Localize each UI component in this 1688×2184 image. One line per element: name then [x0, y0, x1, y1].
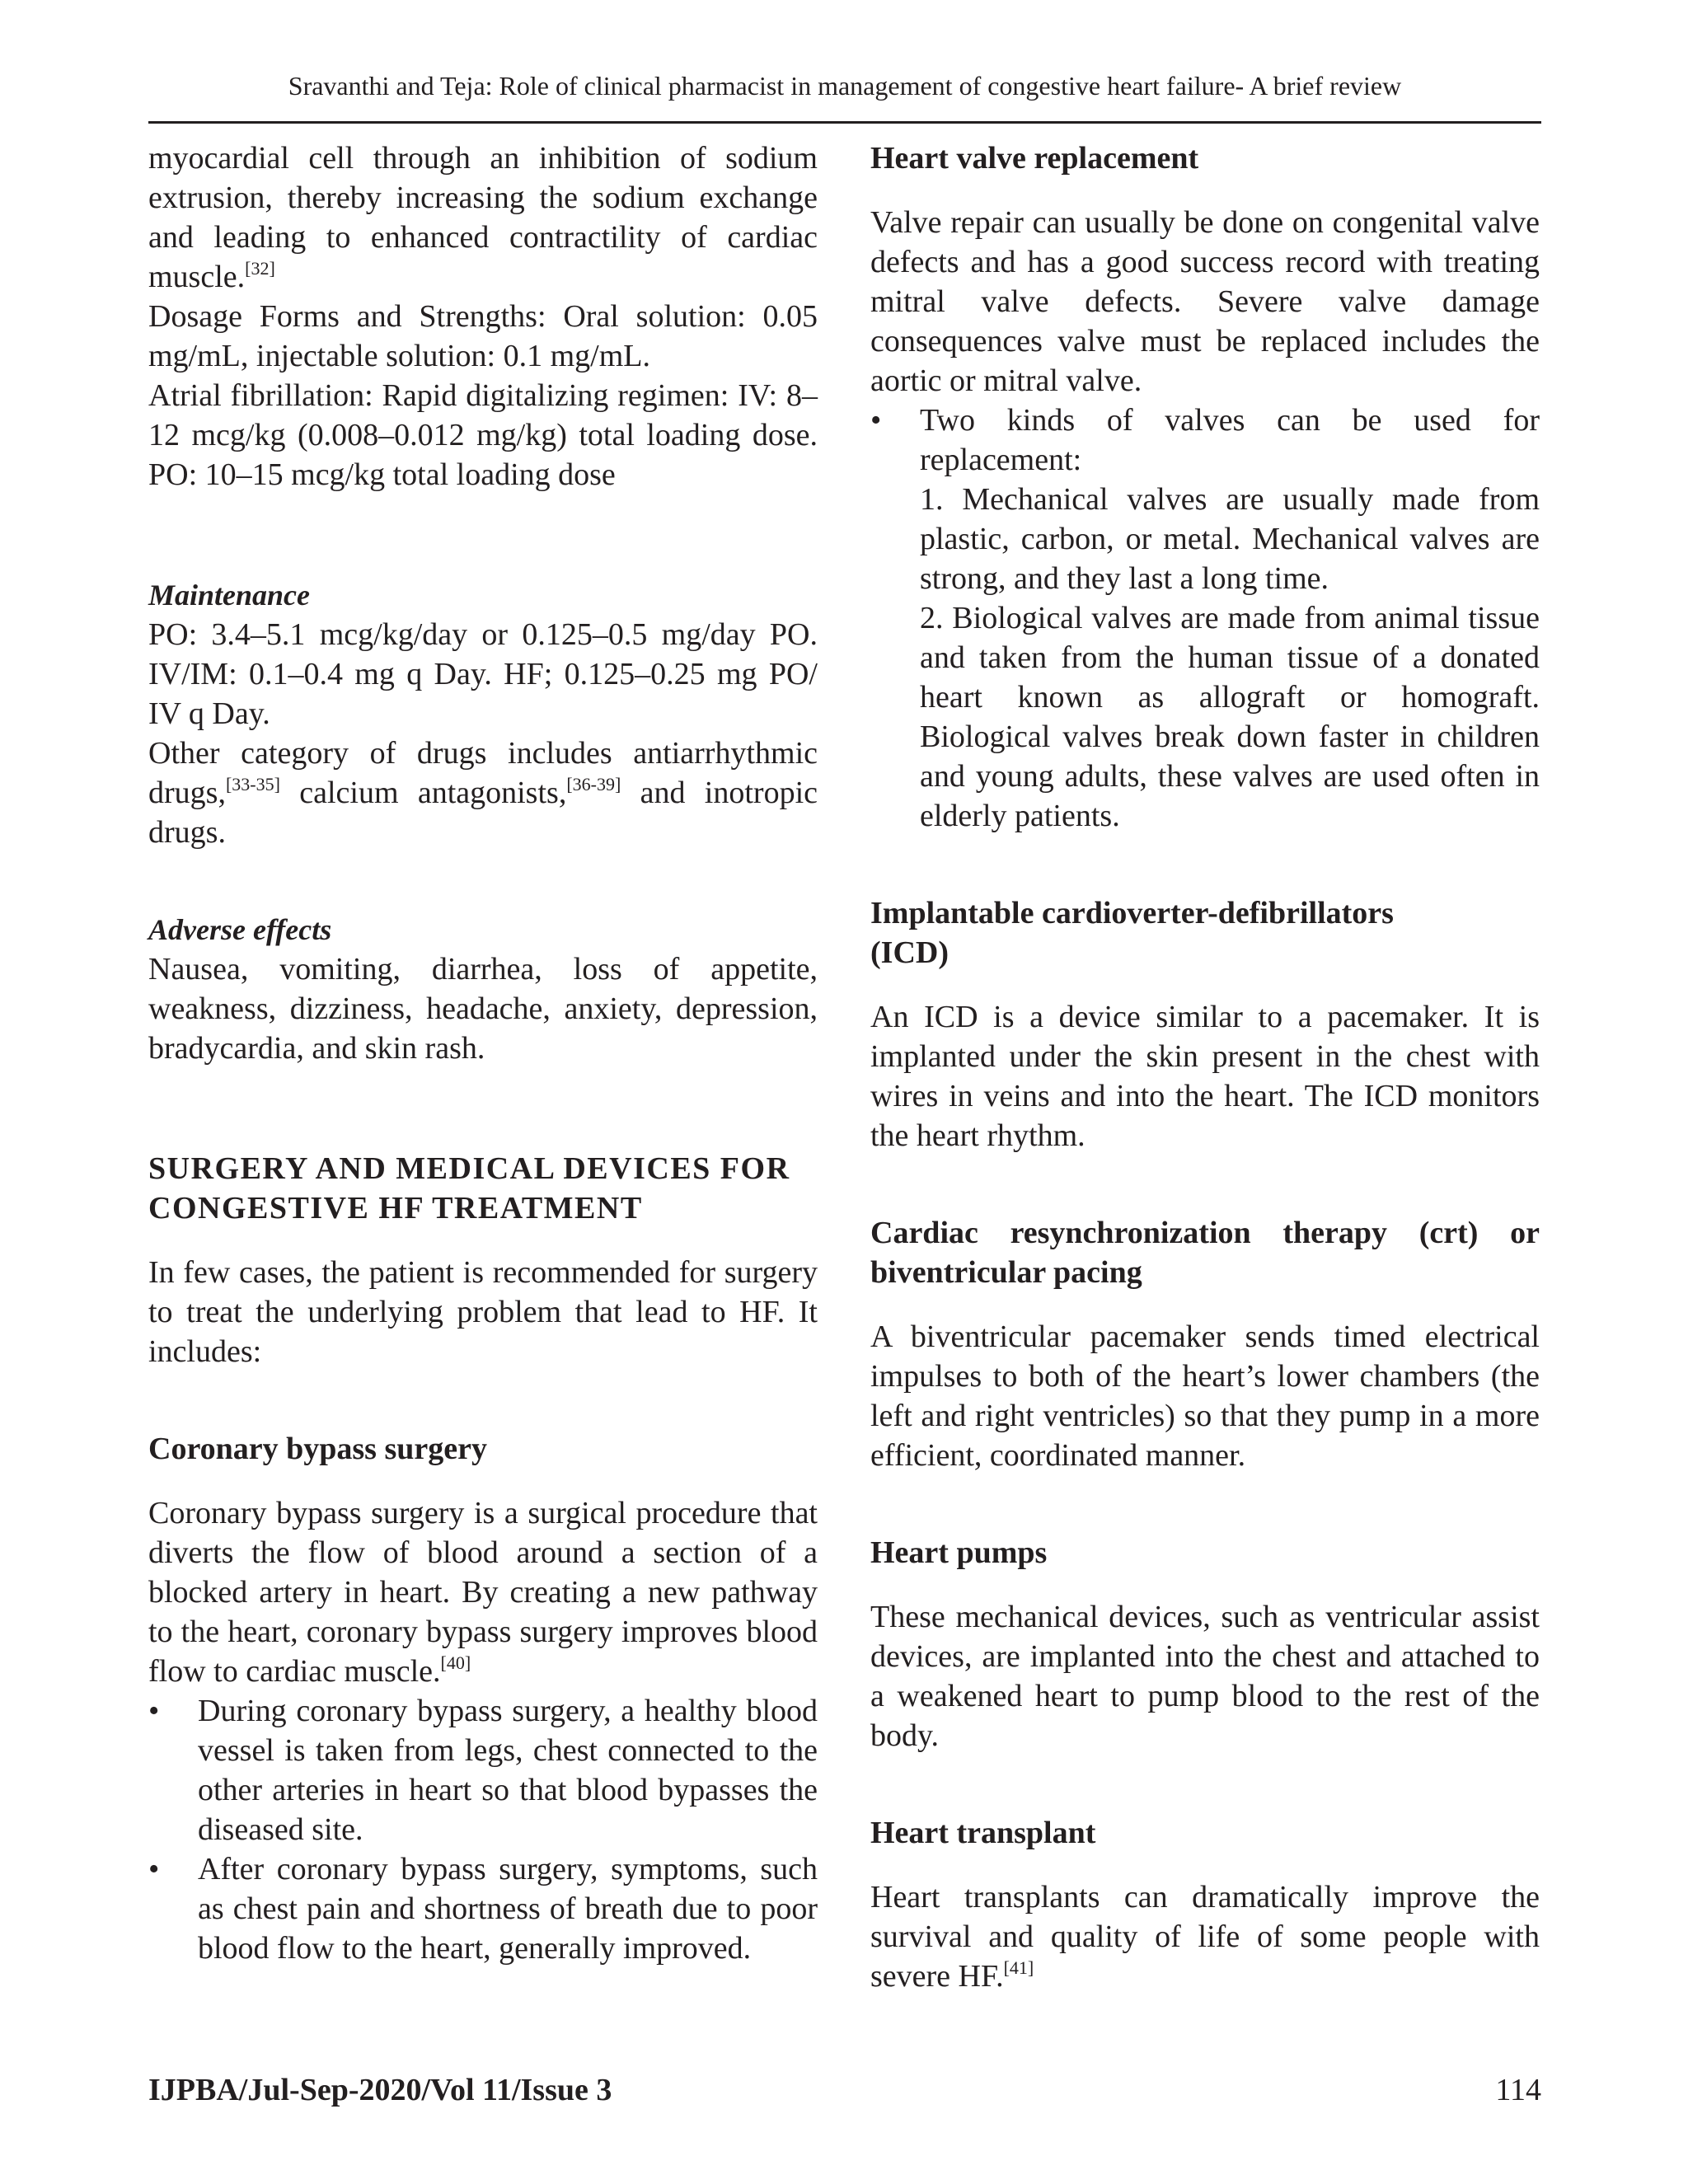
bullet-text: Two kinds of valves can be used for replacement:	[920, 403, 1540, 477]
paragraph-dosage-forms: Dosage Forms and Strengths: Oral solution: 0.05 mg/mL, injectable solution: 0.1 mg/mL.	[148, 299, 818, 373]
paragraph-heart-transplant	[870, 1877, 1540, 1996]
section-title-line-1: SURGERY AND MEDICAL DEVICES FOR	[148, 1151, 790, 1186]
bullet-icon: •	[148, 1694, 160, 1728]
heart-pumps-heading: Heart pumps	[870, 1535, 1048, 1570]
other-drugs-text-b: calcium antagonists,	[279, 776, 567, 810]
citation-41: [41]	[1003, 1957, 1034, 1978]
mechanism-text: myocardial cell through an inhibition of sodium extrusion, thereby increasing the sodium exchange and leading to enhanced contractility of cardiac muscle.	[148, 141, 818, 294]
paragraph-mechanism	[148, 138, 818, 297]
bullet-icon: •	[870, 403, 882, 438]
right-column	[870, 138, 1540, 1996]
citation-32: [32]	[245, 258, 275, 279]
valve-item-biological: 2. Biological valves are made from animal tissue and taken from the human tissue of a donated heart known as allograft or homograft. Biological valves break down faster in children and young adults, these valves are used often in elderly patients.	[920, 601, 1540, 833]
bullet-text: After coronary bypass surgery, symptoms, such as chest pain and shortness of breath due to poor blood flow to the heart, generally improved.	[198, 1852, 818, 1966]
paragraph-valve: Valve repair can usually be done on congenital valve defects and has a good success record with treating mitral valve defects. Severe valve damage consequences valve must be replaced includes the aortic or mitral valve.	[870, 205, 1540, 398]
paragraph-section-intro: In few cases, the patient is recommended for surgery to treat the underlying problem that lead to HF. It includes:	[148, 1255, 818, 1369]
list-item	[148, 1849, 818, 1968]
list-item	[870, 401, 1540, 836]
transplant-text: Heart transplants can dramatically improve the survival and quality of life of some people with severe HF.	[870, 1880, 1540, 1994]
other-drugs-text-a: Other category of drugs includes antiarrhythmic drugs,	[148, 736, 818, 810]
valve-bullet-list	[870, 401, 1540, 836]
icd-heading-line-2: (ICD)	[870, 935, 949, 970]
valve-heading: Heart valve replacement	[870, 141, 1199, 176]
other-drugs-text-c: and inotropic drugs.	[148, 776, 818, 850]
bypass-text: Coronary bypass surgery is a surgical procedure that diverts the flow of blood around a section of a blocked artery in heart. By creating a new pathway to the heart, coronary bypass surgery improves blood flow to cardiac muscle.	[148, 1496, 818, 1689]
valve-item-mechanical: 1. Mechanical valves are usually made from plastic, carbon, or metal. Mechanical valves are strong, and they last a long time.	[920, 482, 1540, 596]
crt-heading: Cardiac resynchronization therapy (crt) or biventricular pacing	[870, 1216, 1540, 1290]
bypass-heading: Coronary bypass surgery	[148, 1432, 487, 1466]
page-number: 114	[1495, 2073, 1541, 2107]
paragraph-other-drugs	[148, 733, 818, 852]
citation-36-39: [36-39]	[566, 774, 621, 794]
running-head: Sravanthi and Teja: Role of clinical pharmacist in management of congestive heart failure- A brief review	[288, 71, 1402, 101]
bypass-bullet-list	[148, 1691, 818, 1968]
paragraph-bypass	[148, 1493, 818, 1691]
paragraph-heart-pumps: These mechanical devices, such as ventricular assist devices, are implanted into the chest and attached to a weakened heart to pump blood to the rest of the body.	[870, 1600, 1540, 1753]
journal-footer: IJPBA/Jul-Sep-2020/Vol 11/Issue 3	[148, 2073, 612, 2107]
section-title-line-2: CONGESTIVE HF TREATMENT	[148, 1191, 643, 1226]
paragraph-icd: An ICD is a device similar to a pacemaker. It is implanted under the skin present in the chest with wires in veins and into the heart. The ICD monitors the heart rhythm.	[870, 1000, 1540, 1153]
citation-40: [40]	[440, 1652, 471, 1673]
citation-33-35: [33-35]	[225, 774, 280, 794]
icd-heading-line-1: Implantable cardioverter-defibrillators	[870, 896, 1394, 930]
paragraph-maintenance-dose: PO: 3.4–5.1 mcg/kg/day or 0.125–0.5 mg/day PO. IV/IM: 0.1–0.4 mg q Day. HF; 0.125–0.25 mg PO/ IV q Day.	[148, 617, 818, 731]
heart-transplant-heading: Heart transplant	[870, 1816, 1096, 1850]
paragraph-adverse-effects: Nausea, vomiting, diarrhea, loss of appetite, weakness, dizziness, headache, anxiety, depression, bradycardia, and skin rash.	[148, 952, 818, 1066]
maintenance-heading: Maintenance	[148, 579, 311, 612]
paragraph-crt: A biventricular pacemaker sends timed electrical impulses to both of the heart’s lower chambers (the left and right ventricles) so that they pump in a more efficient, coordinated manner.	[870, 1319, 1540, 1473]
left-column	[148, 138, 818, 1968]
list-item	[148, 1691, 818, 1849]
paragraph-atrial-fibrillation: Atrial fibrillation: Rapid digitalizing regimen: IV: 8–12 mcg/kg (0.008–0.012 mg/kg) total loading dose. PO: 10–15 mcg/kg total loading dose	[148, 378, 818, 492]
header-rule	[148, 121, 1541, 124]
adverse-effects-heading: Adverse effects	[148, 913, 332, 946]
bullet-text: During coronary bypass surgery, a healthy blood vessel is taken from legs, chest connected to the other arteries in heart so that blood bypasses the diseased site.	[198, 1694, 818, 1847]
bullet-icon: •	[148, 1852, 160, 1886]
